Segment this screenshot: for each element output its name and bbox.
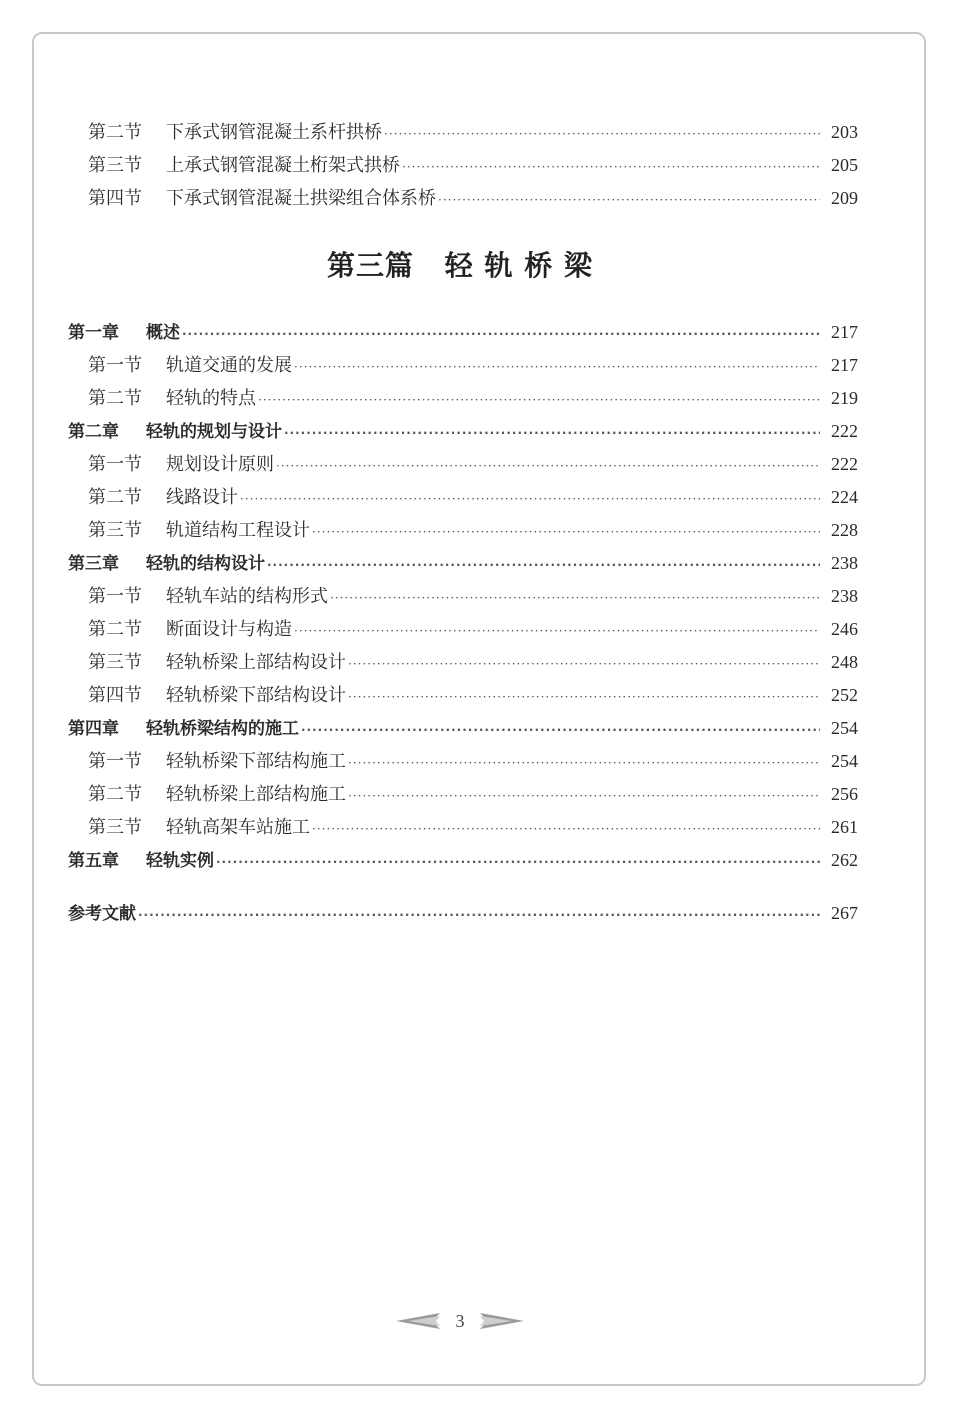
- entry-label: 第二节: [88, 388, 142, 409]
- entry-label: 第一节: [88, 586, 142, 607]
- dot-leader: [312, 817, 820, 841]
- dot-leader: [330, 586, 820, 610]
- entry-title: 轨道交通的发展: [166, 355, 292, 376]
- entry-label: 第三节: [88, 817, 142, 838]
- toc-section-entry: [88, 683, 858, 707]
- entry-label: 第三节: [88, 652, 142, 673]
- entry-page-number: 254: [831, 718, 858, 738]
- entry-title: 概述: [146, 323, 180, 343]
- dot-leader: [402, 155, 820, 179]
- entry-label: 第二节: [88, 487, 142, 508]
- entry-title: 断面设计与构造: [166, 619, 292, 640]
- toc-section-entry: [88, 452, 858, 476]
- toc-section-entry: [88, 186, 858, 210]
- dot-leader: [294, 355, 820, 379]
- entry-page-number: 224: [831, 487, 858, 507]
- entry-title: 线路设计: [166, 487, 238, 508]
- toc-chapter-entry: [68, 551, 858, 575]
- dot-leader: [438, 188, 820, 212]
- dot-leader: [138, 903, 820, 927]
- part-label: 第三篇: [326, 249, 414, 282]
- entry-title: 轻轨桥梁下部结构施工: [166, 751, 346, 772]
- toc-section-entry: [88, 617, 858, 641]
- entry-page-number: 248: [831, 652, 858, 672]
- entry-page-number: 252: [831, 685, 858, 705]
- entry-label: 第三节: [88, 520, 142, 541]
- entry-label: 第一节: [88, 454, 142, 475]
- entry-page-number: 267: [831, 903, 858, 923]
- toc-chapter-entry: [68, 716, 858, 740]
- toc-section-entry: [88, 782, 858, 806]
- dot-leader: [312, 520, 820, 544]
- entry-page-number: 219: [831, 388, 858, 408]
- entry-page-number: 228: [831, 520, 858, 540]
- entry-page-number: 246: [831, 619, 858, 639]
- entry-page-number: 203: [831, 122, 858, 142]
- entry-title: 规划设计原则: [166, 454, 274, 475]
- entry-label: 第二章: [68, 422, 119, 442]
- entry-page-number: 217: [831, 355, 858, 375]
- toc-references-entry: [68, 901, 858, 925]
- entry-page-number: 217: [831, 322, 858, 342]
- entry-title: 轻轨桥梁结构的施工: [146, 719, 299, 739]
- entry-label: 第二节: [88, 784, 142, 805]
- entry-title: 轻轨桥梁上部结构施工: [166, 784, 346, 805]
- entry-page-number: 222: [831, 421, 858, 441]
- toc-section-entry: [88, 650, 858, 674]
- dot-leader: [348, 784, 820, 808]
- entry-label: 第二节: [88, 619, 142, 640]
- entry-label: 第一章: [68, 323, 119, 343]
- entry-title: 下承式钢管混凝土系杆拱桥: [166, 122, 382, 143]
- entry-label: 第一节: [88, 751, 142, 772]
- entry-title: 轻轨车站的结构形式: [166, 586, 328, 607]
- dot-leader: [348, 751, 820, 775]
- toc-chapter-entry: [68, 848, 858, 872]
- toc-chapter-entry: [68, 419, 858, 443]
- entry-title: 轻轨高架车站施工: [166, 817, 310, 838]
- dot-leader: [276, 454, 820, 478]
- entry-title: 轻轨实例: [146, 851, 214, 871]
- entry-title: 上承式钢管混凝土桁架式拱桥: [166, 155, 400, 176]
- left-arrow-icon: [396, 1313, 440, 1329]
- entry-title: 轻轨的特点: [166, 388, 256, 409]
- part-title: [0, 244, 920, 284]
- right-arrow-icon: [480, 1313, 524, 1329]
- entry-label: 第三节: [88, 155, 142, 176]
- entry-label: 第二节: [88, 122, 142, 143]
- entry-page-number: 205: [831, 155, 858, 175]
- dot-leader: [258, 388, 820, 412]
- entry-title: 轻轨的结构设计: [146, 554, 265, 574]
- dot-leader: [384, 122, 820, 146]
- entry-title: 下承式钢管混凝土拱梁组合体系桥: [166, 188, 436, 209]
- entry-label: 第三章: [68, 554, 119, 574]
- dot-leader: [240, 487, 820, 511]
- toc-section-entry: [88, 386, 858, 410]
- dot-leader: [216, 850, 820, 874]
- toc-section-entry: [88, 749, 858, 773]
- entry-page-number: 261: [831, 817, 858, 837]
- entry-page-number: 254: [831, 751, 858, 771]
- entry-title: 参考文献: [68, 904, 136, 924]
- toc-section-entry: [88, 485, 858, 509]
- toc-section-entry: [88, 815, 858, 839]
- dot-leader: [348, 652, 820, 676]
- entry-title: 轨道结构工程设计: [166, 520, 310, 541]
- entry-page-number: 256: [831, 784, 858, 804]
- part-name: 轻 轨 桥 梁: [444, 249, 593, 282]
- dot-leader: [182, 322, 820, 346]
- entry-label: 第一节: [88, 355, 142, 376]
- entry-label: 第四节: [88, 188, 142, 209]
- page-footer: [0, 1310, 920, 1332]
- entry-page-number: 209: [831, 188, 858, 208]
- entry-page-number: 238: [831, 586, 858, 606]
- page-frame: [32, 32, 926, 1386]
- entry-label: 第四节: [88, 685, 142, 706]
- entry-title: 轻轨桥梁上部结构设计: [166, 652, 346, 673]
- entry-page-number: 222: [831, 454, 858, 474]
- toc-section-entry: [88, 153, 858, 177]
- toc-section-entry: [88, 120, 858, 144]
- entry-title: 轻轨桥梁下部结构设计: [166, 685, 346, 706]
- page-number: 3: [455, 1310, 465, 1331]
- entry-title: 轻轨的规划与设计: [146, 422, 282, 442]
- toc-section-entry: [88, 584, 858, 608]
- entry-label: 第四章: [68, 719, 119, 739]
- toc-chapter-entry: [68, 320, 858, 344]
- entry-page-number: 238: [831, 553, 858, 573]
- dot-leader: [301, 718, 820, 742]
- entry-label: 第五章: [68, 851, 119, 871]
- dot-leader: [284, 421, 820, 445]
- dot-leader: [294, 619, 820, 643]
- entry-page-number: 262: [831, 850, 858, 870]
- toc-section-entry: [88, 353, 858, 377]
- dot-leader: [348, 685, 820, 709]
- toc-section-entry: [88, 518, 858, 542]
- dot-leader: [267, 553, 820, 577]
